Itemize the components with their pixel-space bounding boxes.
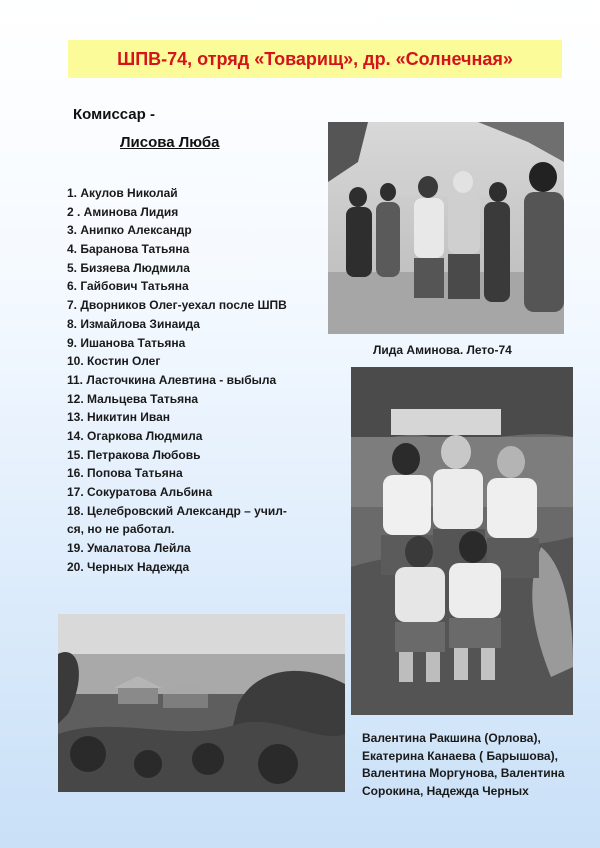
commissar-name: Лисова Люба	[120, 134, 220, 151]
caption-line: Сорокина, Надежда Черных	[362, 783, 529, 798]
list-item: 4. Баранова Татьяна	[67, 242, 190, 257]
list-item: 16. Попова Татьяна	[67, 466, 183, 481]
list-item: 12. Мальцева Татьяна	[67, 391, 198, 406]
list-item: 2 . Аминова Лидия	[67, 204, 179, 219]
list-item: 13. Никитин Иван	[67, 410, 171, 425]
beach-group-photo	[328, 122, 564, 334]
list-item: 1. Акулов Николай	[67, 186, 178, 200]
list-item: 10. Костин Олег	[67, 354, 161, 369]
list-item: 3. Анипко Александр	[67, 223, 192, 238]
seaside-landscape-photo	[58, 614, 345, 792]
list-item: 19. Умалатова Лейла	[67, 541, 191, 556]
caption-line: Валентина Ракшина (Орлова),	[362, 731, 541, 745]
list-item: 6. Гайбович Татьяна	[67, 279, 189, 294]
caption-line: Валентина Моргунова, Валентина	[362, 766, 565, 780]
list-item: 8. Измайлова Зинаида	[67, 316, 200, 331]
group-portrait-photo	[351, 367, 573, 715]
list-item: 7. Дворников Олег-уехал после ШПВ	[67, 298, 287, 313]
list-item: 15. Петракова Любовь	[67, 447, 201, 462]
commissar-label: Комиссар -	[73, 106, 155, 123]
list-item: 17. Сокуратова Альбина	[67, 485, 213, 499]
list-item: 14. Огаркова Людмила	[67, 428, 203, 443]
list-item: 20. Черных Надежда	[67, 559, 190, 574]
member-list	[67, 184, 287, 576]
title-banner	[68, 40, 562, 78]
caption-line: Екатерина Канаева ( Барышова),	[362, 748, 558, 763]
list-item: 9. Ишанова Татьяна	[67, 335, 186, 350]
list-item: 5. Бизяева Людмила	[67, 260, 190, 275]
photo-caption-top: Лида Аминова. Лето-74	[373, 343, 512, 357]
list-item: 11. Ласточкина Алевтина - выбыла	[67, 372, 277, 387]
list-item: 18. Целебровский Александр – учил-	[67, 503, 287, 518]
list-item: ся, но не работал.	[67, 522, 175, 537]
page-title: ШПВ-74, отряд «Товарищ», др. «Солнечная»	[117, 48, 513, 69]
